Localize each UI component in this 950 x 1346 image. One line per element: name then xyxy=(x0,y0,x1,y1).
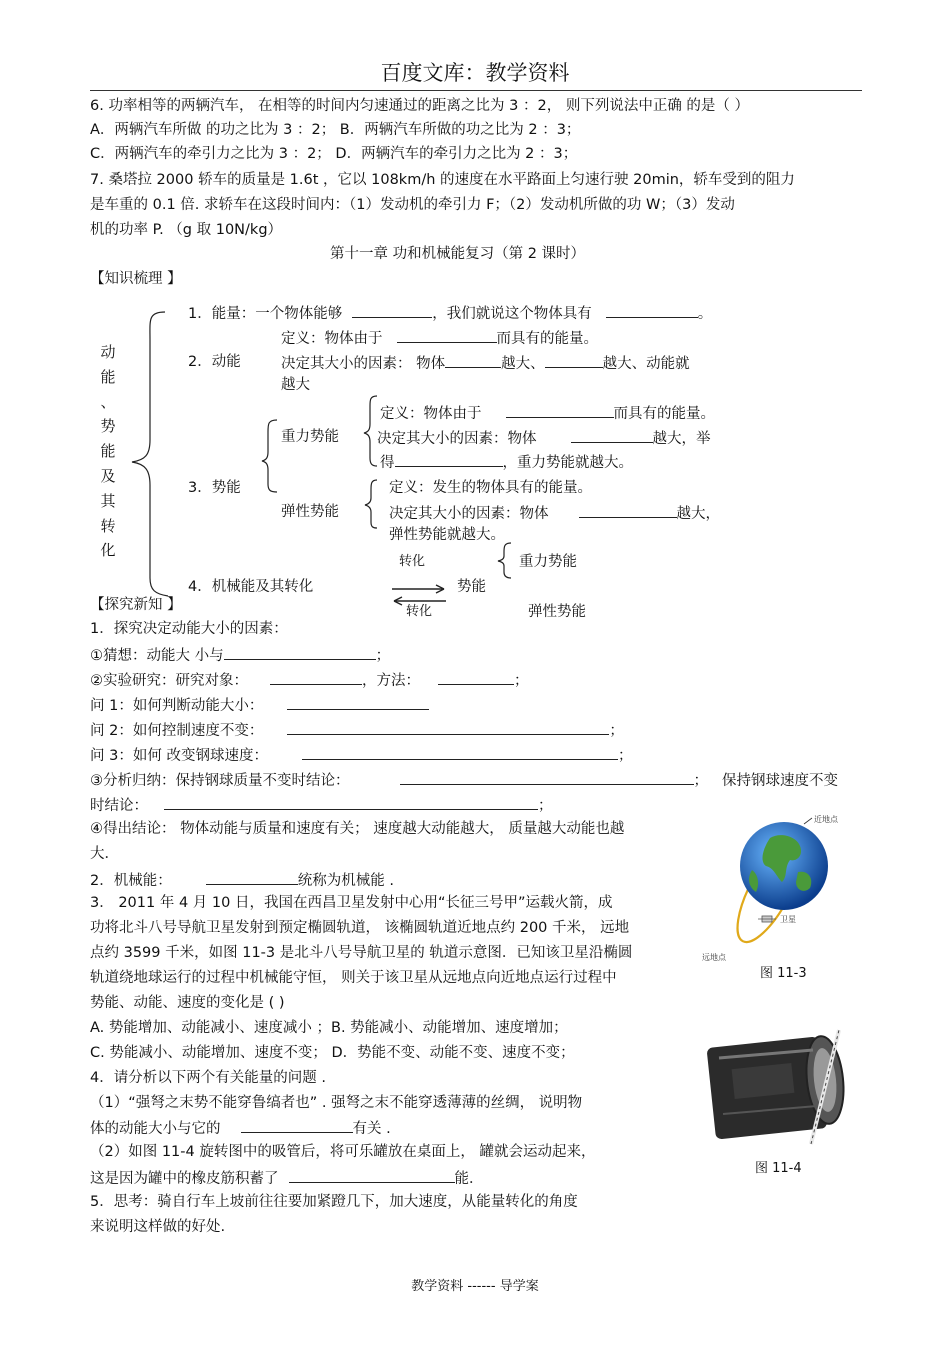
gpe-factor-end: 得 ，重力势能就越大。 xyxy=(380,452,633,472)
figure-11-3-caption: 图 11-3 xyxy=(760,966,807,981)
satellite-line4: 轨道绕地球运行的过程中机械能守恒， 则关于该卫星从远地点向近地点运行过程中 xyxy=(90,970,617,986)
pe-label: 3．势能 xyxy=(188,480,241,496)
q7-line2: 是车重的 0.1 倍. 求轿车在这段时间内：（1）发动机的牵引力 F；（2）发动机所做的功 W；（3）发动 xyxy=(90,197,735,213)
guess-line: ①猜想：动能大 小与 ； xyxy=(90,645,390,665)
far-point-label: 远地点 xyxy=(702,953,726,962)
epe-factor-end: 弹性势能就越大。 xyxy=(389,527,505,543)
energy-line: 1．能量：一个物体能够 ，我们就说这个物体具有 。 xyxy=(188,303,712,323)
mech-energy-line: 2．机械能： 统称为机械能 . xyxy=(90,870,394,890)
satellite-line1: 3． 2011 年 4 月 10 日，我国在西昌卫星发射中心用“长征三号甲”运载火箭，成 xyxy=(90,895,613,911)
epe-factor: 决定其大小的因素：物体 越大， xyxy=(389,503,720,523)
q7-line1: 7. 桑塔拉 2000 轿车的质量是 1.6t ，它以 108km/h 的速度在水平路面上匀速行驶 20min，轿车受到的阻力 xyxy=(90,172,795,188)
problem-line3: 体的动能大小与它的 有关 . xyxy=(90,1118,391,1138)
think-line1: 5．思考：骑自行车上坡前往往要加紧蹬几下，加大速度，从能量转化的角度 xyxy=(90,1194,578,1210)
mech-elastic: 弹性势能 xyxy=(528,604,586,620)
gpe-definition: 定义：物体由于 而具有的能量。 xyxy=(380,403,715,423)
think-line2: 来说明这样做的好处. xyxy=(90,1219,226,1235)
epe-label: 弹性势能 xyxy=(281,504,339,520)
satellite-label: 卫星 xyxy=(780,915,796,924)
ke-factor: 决定其大小的因素： 物体 越大、 越大、动能就 xyxy=(281,353,690,373)
q6-line2: A．两辆汽车所做 的功之比为 3 ：2； B．两辆汽车所做的功之比为 2 ：3； xyxy=(90,122,581,138)
page-footer: 教学资料 ------ 导学案 xyxy=(411,1279,539,1294)
question1: 问 1：如何判断动能大小： xyxy=(90,695,429,715)
chapter-title: 第十一章 功和机械能复习（第 2 课时） xyxy=(330,246,586,262)
q6-line1: 6. 功率相等的两辆汽车， 在相等的时间内匀速通过的距离之比为 3 ：2， 则下列说法中正确 的是（ ） xyxy=(90,98,750,114)
explore-heading: 【探究新知 】 xyxy=(90,597,182,613)
gpe-factor: 决定其大小的因素：物体 越大，举 xyxy=(377,428,711,448)
experiment-line: ②实验研究：研究对象： ，方法： ； xyxy=(90,670,529,690)
epe-definition: 定义：发生的物体具有的能量。 xyxy=(389,480,592,496)
problem-line2: （1）“强弩之末势不能穿鲁缟者也” . 强弩之末不能穿透薄薄的丝绸， 说明物 xyxy=(90,1095,583,1111)
arrow-label-top: 转化 xyxy=(399,554,426,569)
ke-definition: 定义：物体由于 而具有的能量。 xyxy=(281,328,598,348)
conclusion-line1: ④得出结论： 物体动能与质量和速度有关； 速度越大动能越大， 质量越大动能也越 xyxy=(90,821,625,837)
figure-11-4-caption: 图 11-4 xyxy=(755,1161,802,1176)
question3: 问 3：如何 改变钢球速度： ； xyxy=(90,745,632,765)
earth-orbit-figure xyxy=(700,810,850,970)
mech-pe: 势能 xyxy=(457,579,486,595)
ke-factor-end: 越大 xyxy=(281,377,310,393)
analysis-line2: 时结论： ； xyxy=(90,795,553,815)
problem-line5: 这是因为罐中的橡皮筋积蓄了 能． xyxy=(90,1168,484,1188)
satellite-line2: 功将北斗八号导航卫星发射到预定椭圆轨道， 该椭圆轨道近地点约 200 千米， 远地 xyxy=(90,920,630,936)
near-point-label: 近地点 xyxy=(814,815,838,824)
mech-label: 4．机械能及其转化 xyxy=(188,579,314,595)
option-cd: C. 势能减小、动能增加、速度不变； D．势能不变、动能不变、速度不变； xyxy=(90,1045,575,1061)
ke-label: 2．动能 xyxy=(188,354,241,370)
satellite-line3: 点约 3599 千米，如图 11-3 是北斗八号导航卫星的 轨道示意图．已知该卫星沿椭圆 xyxy=(90,945,633,961)
conclusion-line2: 大． xyxy=(90,846,119,862)
problem-line4: （2）如图 11-4 旋转图中的吸管后，将可乐罐放在桌面上， 罐就会运动起来， xyxy=(90,1144,596,1160)
satellite-line5: 势能、动能、速度的变化是 ( ) xyxy=(90,995,285,1011)
gpe-label: 重力势能 xyxy=(281,429,339,445)
explore-item1: 1．探究决定动能大小的因素： xyxy=(90,621,288,637)
q7-line3: 机的功率 P. （g 取 10N/kg） xyxy=(90,222,283,238)
mech-grav: 重力势能 xyxy=(519,554,577,570)
option-ab: A. 势能增加、动能减小、速度减小 ；B. 势能减小、动能增加、速度增加； xyxy=(90,1020,568,1036)
analysis-line: ③分析归纳：保持钢球质量不变时结论： ； 保持钢球速度不变 xyxy=(90,770,838,790)
q6-line3: C．两辆汽车的牵引力之比为 3 ：2； D．两辆汽车的牵引力之比为 2 ：3； xyxy=(90,146,578,162)
arrow-label-bottom: 转化 xyxy=(406,604,433,619)
knowledge-heading: 【知识梳理 】 xyxy=(90,271,182,287)
question2: 问 2：如何控制速度不变： ； xyxy=(90,720,624,740)
side-label: 动 能 、 势 能 及 其 转 化 xyxy=(100,343,116,560)
page-header-title: 百度文库：教学资料 xyxy=(380,61,570,85)
can-figure xyxy=(693,1018,861,1158)
problem-line1: 4．请分析以下两个有关能量的问题 . xyxy=(90,1070,326,1086)
